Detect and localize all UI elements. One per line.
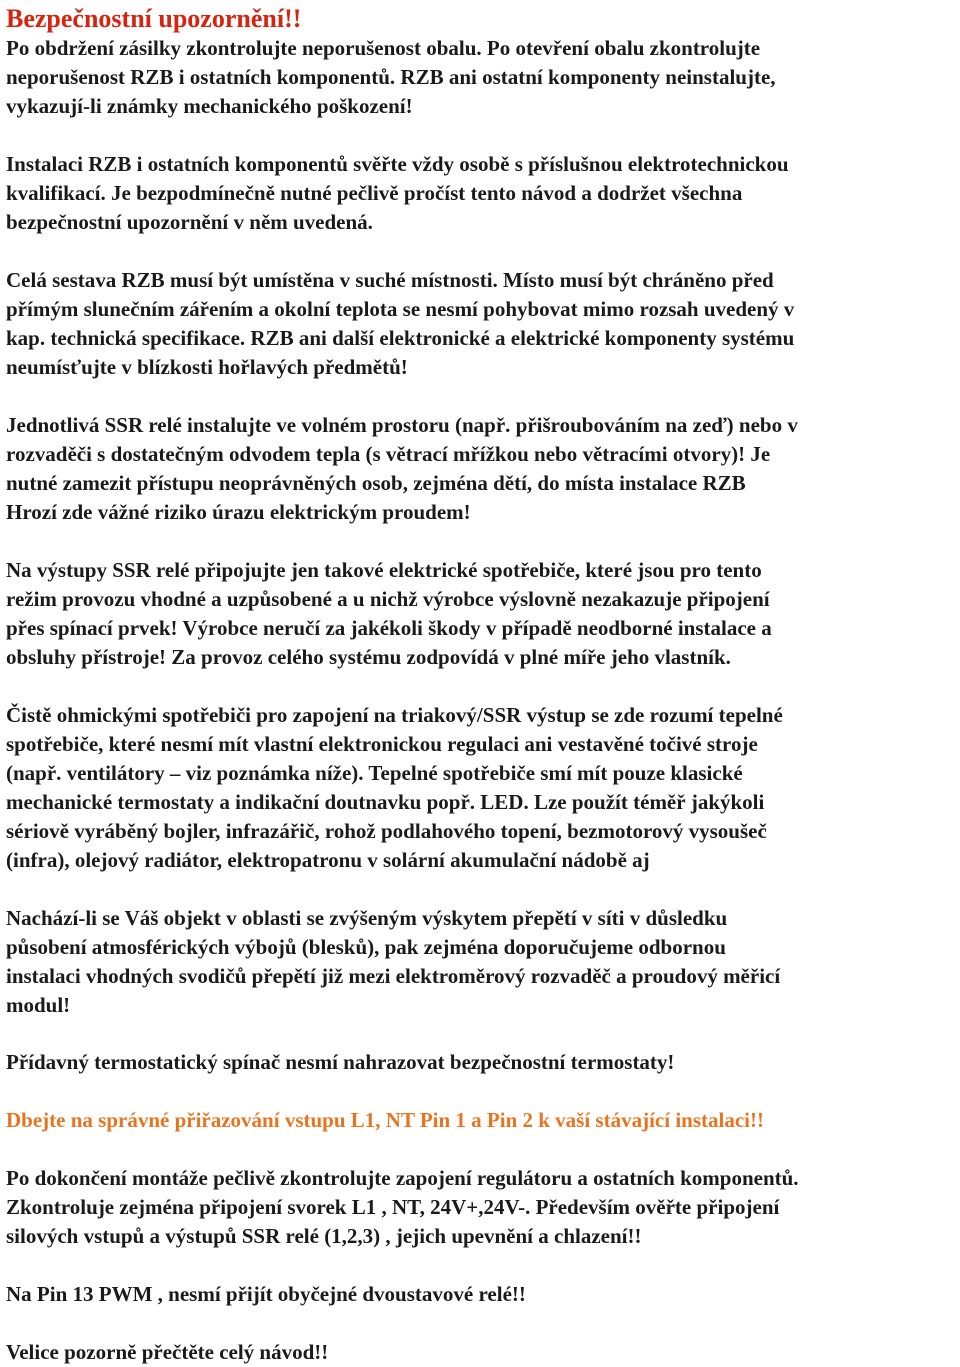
text-line: přes spínací prvek! Výrobce neručí za jakékoli škody v případě neodborné instalace a: [6, 616, 772, 640]
text-line: Celá sestava RZB musí být umístěna v suché místnosti. Místo musí být chráněno před: [6, 268, 774, 292]
paragraph-final-check: [6, 1164, 799, 1251]
paragraph-thermostat: [6, 1048, 674, 1077]
paragraph-input-assignment-warning: [6, 1106, 764, 1135]
text-line: přímým slunečním zářením a okolní teplota se nesmí pohybovat mimo rozsah uvedený v: [6, 297, 795, 321]
paragraph-pwm-warning: [6, 1280, 526, 1309]
text-line: kap. technická specifikace. RZB ani další elektronické a elektrické komponenty systému: [6, 326, 795, 350]
paragraph-placement: [6, 266, 794, 382]
text-line: modul!: [6, 993, 71, 1017]
paragraph-read-manual: [6, 1338, 328, 1367]
text-line: nutné zamezit přístupu neoprávněných osob, zejména dětí, do místa instalace RZB: [6, 471, 746, 495]
text-line: Na výstupy SSR relé připojujte jen takové elektrické spotřebiče, které jsou pro tento: [6, 558, 762, 582]
text-line: neporušenost RZB i ostatních komponentů. RZB ani ostatní komponenty neinstalujte,: [6, 65, 776, 89]
text-line: Dbejte na správné přiřazování vstupu L1, NT Pin 1 a Pin 2 k vaší stávající instalaci!!: [6, 1108, 764, 1132]
text-line: Nachází-li se Váš objekt v oblasti se zvýšeným výskytem přepětí v síti v důsledku: [6, 906, 728, 930]
text-line: Po dokončení montáže pečlivě zkontrolujte zapojení regulátoru a ostatních komponentů.: [6, 1166, 799, 1190]
text-line: Instalaci RZB i ostatních komponentů svěřte vždy osobě s příslušnou elektrotechnickou: [6, 152, 789, 176]
text-line: (např. ventilátory – viz poznámka níže). Tepelné spotřebiče smí mít pouze klasické: [6, 761, 743, 785]
text-line: Přídavný termostatický spínač nesmí nahrazovat bezpečnostní termostaty!: [6, 1050, 675, 1074]
paragraph-surge-protection: [6, 904, 780, 1020]
text-line: vykazují-li známky mechanického poškození!: [6, 94, 413, 118]
paragraph-qualified-installation: [6, 150, 789, 237]
text-line: Jednotlivá SSR relé instalujte ve volném prostoru (např. přišroubováním na zeď) nebo v: [6, 413, 798, 437]
text-line: Čistě ohmickými spotřebiči pro zapojení na triakový/SSR výstup se zde rozumí tepelné: [6, 703, 783, 727]
text-line: spotřebiče, které nesmí mít vlastní elektronickou regulaci ani vestavěné točivé stroje: [6, 732, 758, 756]
paragraph-package-check: [6, 34, 776, 121]
text-line: kvalifikací. Je bezpodmínečně nutné pečlivě pročíst tento návod a dodržet všechna: [6, 181, 743, 205]
text-line: instalaci vhodných svodičů přepětí již mezi elektroměrový rozvaděč a proudový měřicí: [6, 964, 781, 988]
text-line: Zkontroluje zejména připojení svorek L1 , NT, 24V+,24V-. Především ověřte připojení: [6, 1195, 780, 1219]
text-line: mechanické termostaty a indikační doutnavku popř. LED. Lze použít téměř jakýkoli: [6, 790, 765, 814]
text-line: neumísťujte v blízkosti hořlavých předmětů!: [6, 355, 408, 379]
text-line: Po obdržení zásilky zkontrolujte neporušenost obalu. Po otevření obalu zkontrolujte: [6, 36, 761, 60]
paragraph-ssr-outputs: [6, 556, 772, 672]
paragraph-ohmic-loads: [6, 701, 783, 875]
text-line: působení atmosférických výbojů (blesků), pak zejména doporučujeme odbornou: [6, 935, 726, 959]
text-line: rozvaděči s dostatečným odvodem tepla (s větrací mřížkou nebo větracími otvory)! Je: [6, 442, 771, 466]
paragraph-ssr-installation: [6, 411, 798, 527]
text-line: Hrozí zde vážné riziko úrazu elektrickým proudem!: [6, 500, 471, 524]
text-line: Velice pozorně přečtěte celý návod!!: [6, 1340, 329, 1364]
text-line: bezpečnostní upozornění v něm uvedená.: [6, 210, 373, 234]
text-line: sériově vyráběný bojler, infrazářič, rohož podlahového topení, bezmotorový vysoušeč: [6, 819, 767, 843]
text-line: obsluhy přístroje! Za provoz celého systému zodpovídá v plné míře jeho vlastník.: [6, 645, 731, 669]
text-line: režim provozu vhodné a uzpůsobené a u nichž výrobce výslovně nezakazuje připojení: [6, 587, 770, 611]
page-title: Bezpečnostní upozornění!!: [6, 4, 302, 33]
text-line: silových vstupů a výstupů SSR relé (1,2,3) , jejich upevnění a chlazení!!: [6, 1224, 642, 1248]
text-line: Na Pin 13 PWM , nesmí přijít obyčejné dvoustavové relé!!: [6, 1282, 526, 1306]
text-line: (infra), olejový radiátor, elektropatronu v solární akumulační nádobě aj: [6, 848, 650, 872]
